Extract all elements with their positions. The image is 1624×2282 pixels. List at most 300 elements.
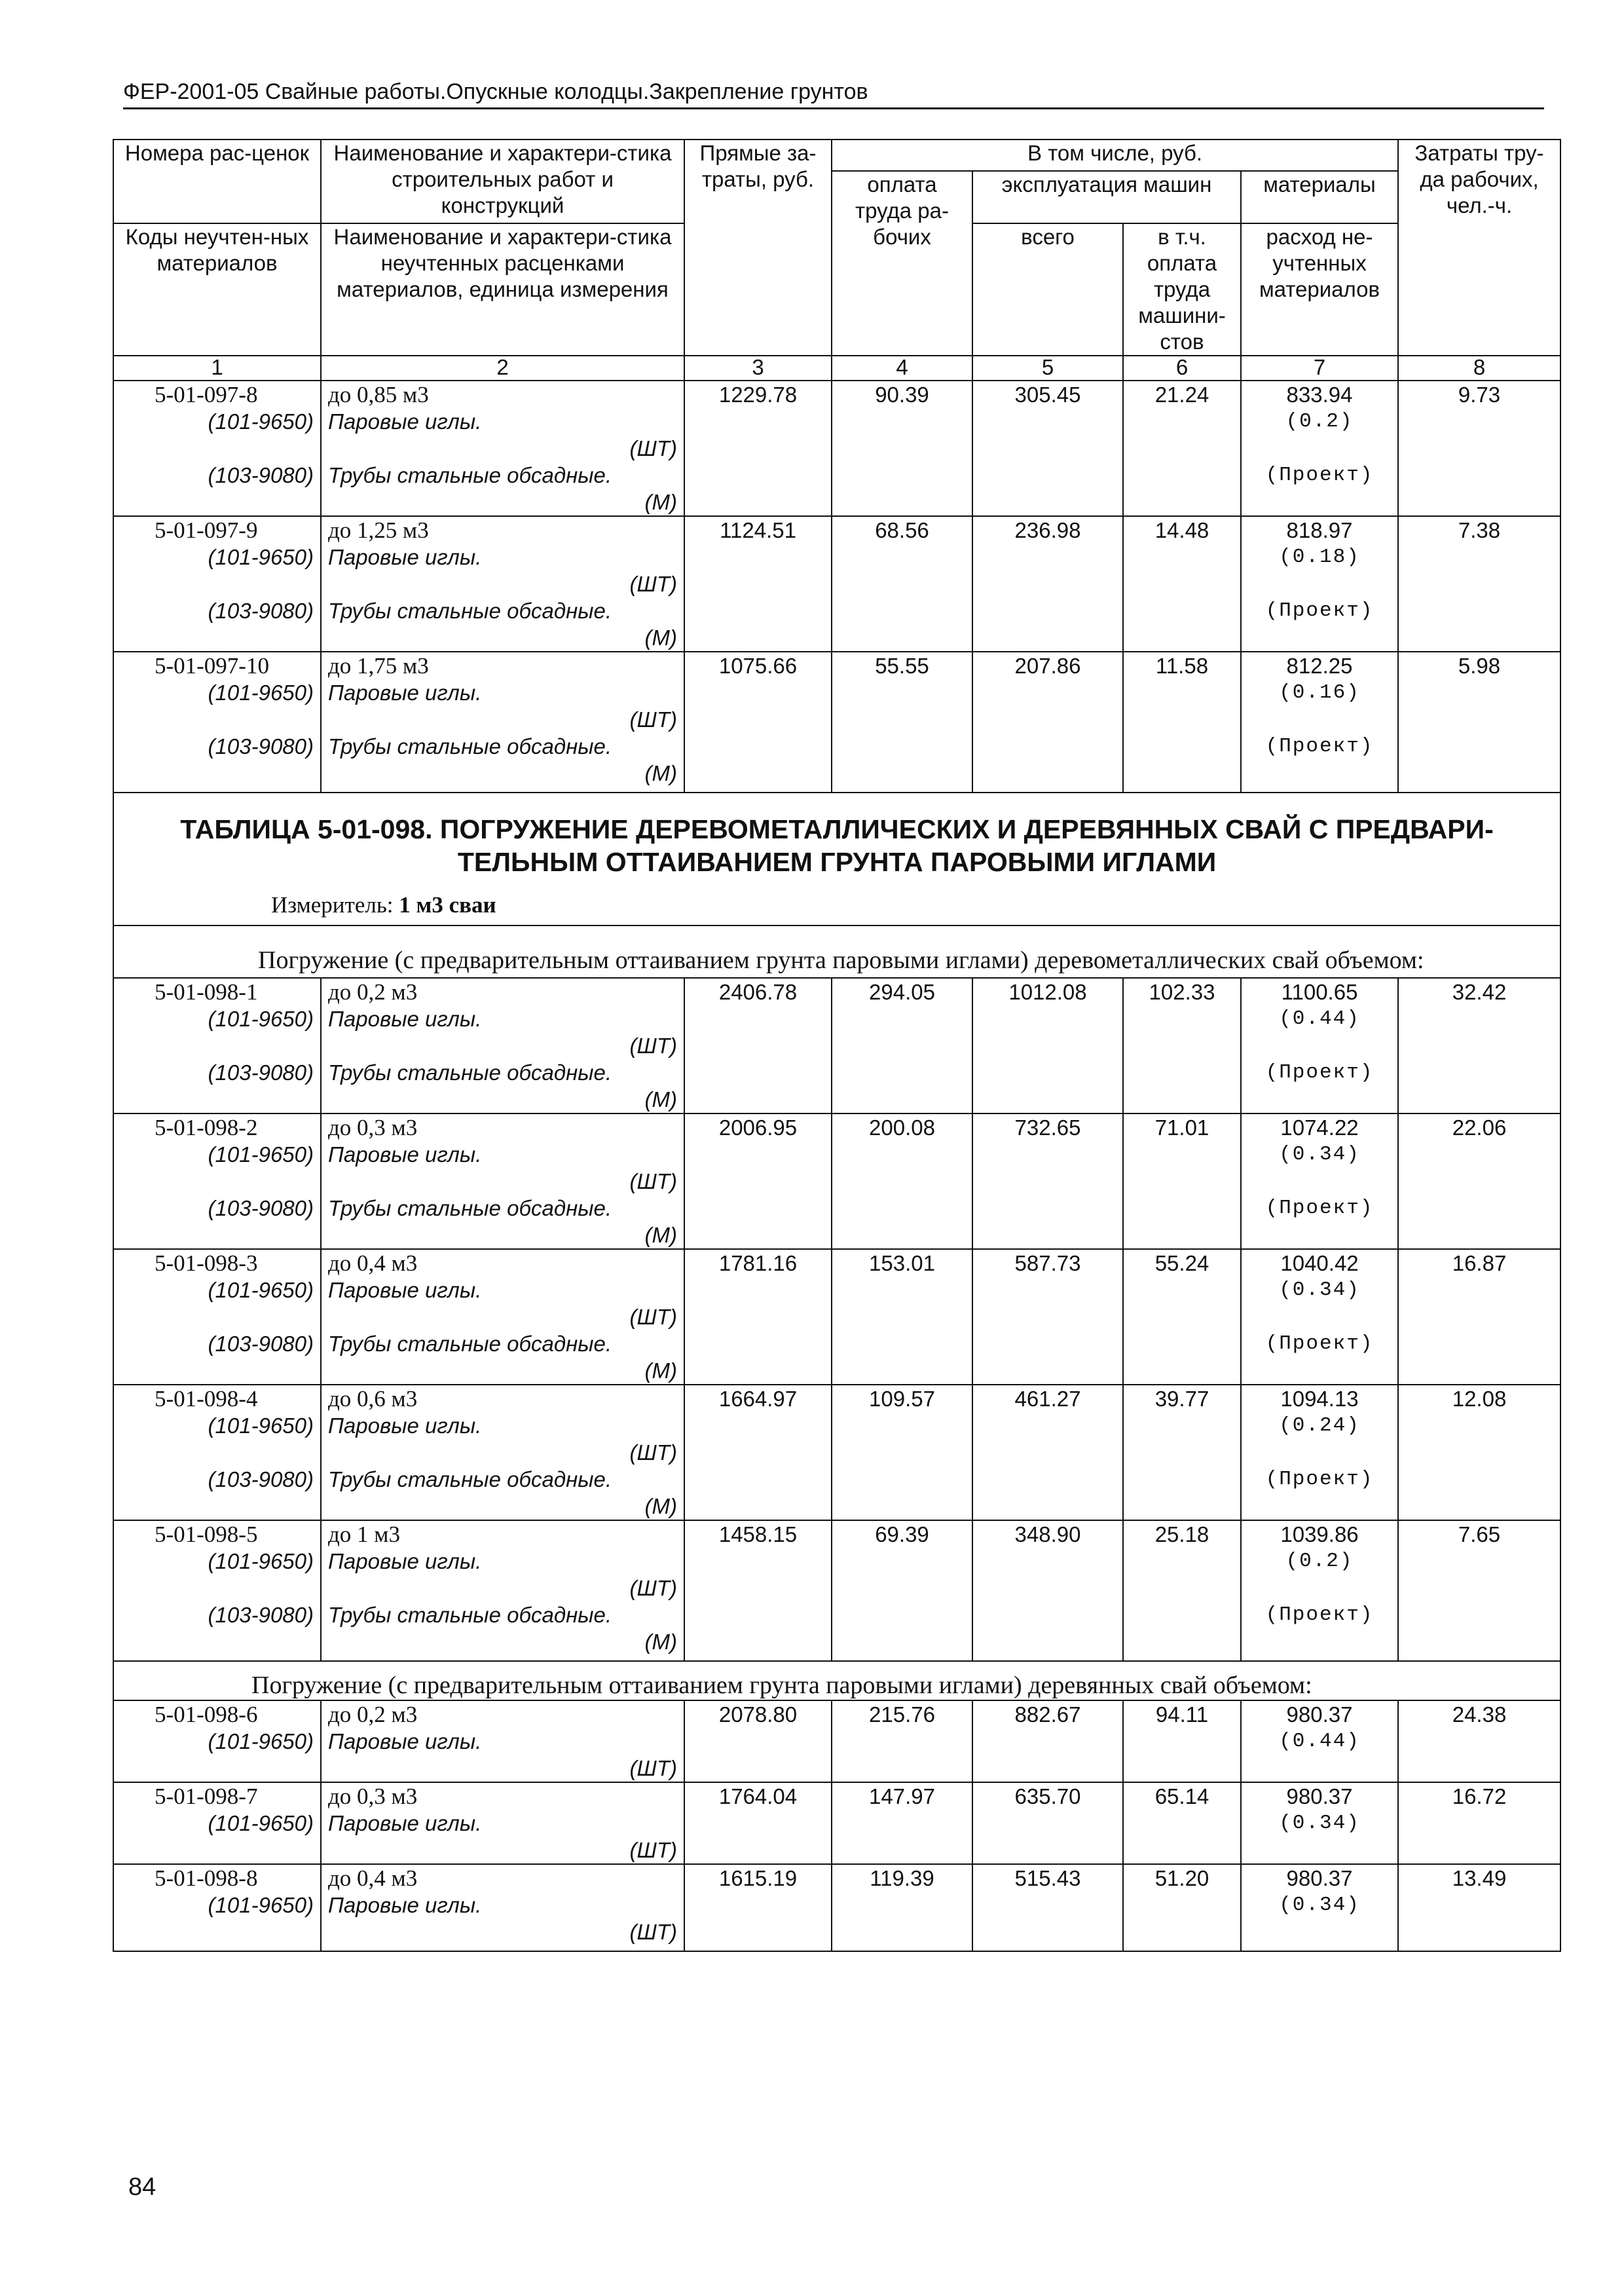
empty-cell xyxy=(684,679,832,733)
empty-cell xyxy=(972,408,1123,462)
materials-cost: 1074.22 xyxy=(1241,1113,1398,1141)
rate-code: 5-01-098-1 xyxy=(113,978,321,1005)
empty-cell xyxy=(1123,1330,1241,1385)
direct-costs: 2078.80 xyxy=(684,1700,832,1728)
direct-costs: 1615.19 xyxy=(684,1864,832,1892)
material-row xyxy=(113,408,1560,462)
empty-cell xyxy=(1123,679,1241,733)
material-row xyxy=(113,597,1560,652)
material-code: (101-9650) xyxy=(113,1548,321,1601)
material-amount: (0.2) xyxy=(1241,408,1398,462)
material-row xyxy=(113,1059,1560,1113)
work-name: до 0,2 м3 xyxy=(321,978,684,1005)
material-name-text: Паровые иглы. xyxy=(328,1142,482,1167)
labor-hours: 16.87 xyxy=(1398,1249,1560,1277)
material-unit: (М) xyxy=(644,1223,677,1247)
materials-cost: 1094.13 xyxy=(1241,1385,1398,1412)
material-name-text: Паровые иглы. xyxy=(328,1893,482,1917)
material-unit: (М) xyxy=(644,1087,677,1112)
material-unit: (ШТ) xyxy=(629,707,677,732)
empty-cell xyxy=(832,787,972,793)
machines-total: 348.90 xyxy=(972,1520,1123,1548)
material-code: (103-9080) xyxy=(113,1195,321,1249)
header-labor-hours: Затраты тру-да рабочих, чел.-ч. xyxy=(1398,140,1560,356)
machinist-pay: 39.77 xyxy=(1123,1385,1241,1412)
material-name xyxy=(321,1466,684,1520)
empty-cell xyxy=(832,1141,972,1195)
material-name xyxy=(321,597,684,652)
work-name: до 0,4 м3 xyxy=(321,1249,684,1277)
material-amount: (0.34) xyxy=(1241,1141,1398,1195)
table-row xyxy=(113,1864,1560,1892)
empty-cell xyxy=(1123,1059,1241,1113)
column-number: 3 xyxy=(684,356,832,381)
work-name: до 0,4 м3 xyxy=(321,1864,684,1892)
empty-cell xyxy=(972,597,1123,652)
labor-hours: 9.73 xyxy=(1398,381,1560,408)
empty-cell xyxy=(684,1655,832,1661)
work-name: до 1,75 м3 xyxy=(321,652,684,679)
subheading-wood-piles: Погружение (с предварительным оттаиванием грунта паровыми иглами) деревянных свай объемом: xyxy=(113,1661,1560,1700)
material-name-text: Трубы стальные обсадные. xyxy=(328,1196,612,1220)
empty-cell xyxy=(684,462,832,516)
empty-cell xyxy=(1398,1005,1560,1059)
machines-total: 587.73 xyxy=(972,1249,1123,1277)
material-amount: (Проект) xyxy=(1241,733,1398,787)
labor-hours: 13.49 xyxy=(1398,1864,1560,1892)
empty-cell xyxy=(1398,462,1560,516)
empty-cell xyxy=(684,787,832,793)
empty-cell xyxy=(1123,787,1241,793)
material-row xyxy=(113,1728,1560,1782)
empty-cell xyxy=(832,1892,972,1945)
empty-cell xyxy=(684,1810,832,1864)
empty-cell xyxy=(832,733,972,787)
machinist-pay: 25.18 xyxy=(1123,1520,1241,1548)
material-amount: (0.24) xyxy=(1241,1412,1398,1466)
empty-cell xyxy=(684,1412,832,1466)
labor-hours: 24.38 xyxy=(1398,1700,1560,1728)
empty-cell xyxy=(1123,1655,1241,1661)
empty-cell xyxy=(1398,1728,1560,1782)
machinist-pay: 51.20 xyxy=(1123,1864,1241,1892)
material-code: (101-9650) xyxy=(113,408,321,462)
material-name xyxy=(321,544,684,597)
worker-pay: 68.56 xyxy=(832,516,972,544)
rate-code: 5-01-097-8 xyxy=(113,381,321,408)
empty-cell xyxy=(684,408,832,462)
work-name: до 0,3 м3 xyxy=(321,1113,684,1141)
running-header: ФЕР-2001-05 Свайные работы.Опускные колодцы.Закрепление грунтов xyxy=(123,77,1544,109)
material-amount: (Проект) xyxy=(1241,1059,1398,1113)
empty-cell xyxy=(1398,1195,1560,1249)
material-unit: (М) xyxy=(644,1494,677,1518)
material-row xyxy=(113,679,1560,733)
material-code: (103-9080) xyxy=(113,462,321,516)
rate-code: 5-01-098-3 xyxy=(113,1249,321,1277)
machines-total: 1012.08 xyxy=(972,978,1123,1005)
empty-cell xyxy=(972,733,1123,787)
material-amount: (Проект) xyxy=(1241,1195,1398,1249)
empty-cell xyxy=(321,1655,684,1661)
material-amount: (0.34) xyxy=(1241,1810,1398,1864)
empty-cell xyxy=(684,1195,832,1249)
empty-cell xyxy=(1398,733,1560,787)
empty-cell xyxy=(972,1548,1123,1601)
machinist-pay: 21.24 xyxy=(1123,381,1241,408)
material-name xyxy=(321,1601,684,1655)
work-name: до 0,3 м3 xyxy=(321,1782,684,1810)
material-code: (103-9080) xyxy=(113,1059,321,1113)
material-row xyxy=(113,1412,1560,1466)
empty-cell xyxy=(972,787,1123,793)
table-098-title-block xyxy=(113,793,1560,978)
labor-hours: 12.08 xyxy=(1398,1385,1560,1412)
material-unit: (М) xyxy=(644,761,677,785)
empty-cell xyxy=(972,1195,1123,1249)
material-amount: (Проект) xyxy=(1241,1330,1398,1385)
material-unit: (М) xyxy=(644,626,677,650)
empty-cell xyxy=(972,1655,1123,1661)
worker-pay: 69.39 xyxy=(832,1520,972,1548)
empty-cell xyxy=(972,1601,1123,1655)
material-code: (101-9650) xyxy=(113,1728,321,1782)
direct-costs: 1781.16 xyxy=(684,1249,832,1277)
material-amount: (0.34) xyxy=(1241,1892,1398,1945)
column-number: 2 xyxy=(321,356,684,381)
work-name: до 0,2 м3 xyxy=(321,1700,684,1728)
empty-cell xyxy=(1123,597,1241,652)
empty-cell xyxy=(972,1945,1123,1951)
material-amount: (0.44) xyxy=(1241,1728,1398,1782)
material-unit: (ШТ) xyxy=(629,1576,677,1600)
rows-098-wood xyxy=(113,1700,1560,1951)
material-unit: (ШТ) xyxy=(629,1034,677,1058)
empty-cell xyxy=(972,1277,1123,1330)
empty-cell xyxy=(832,1330,972,1385)
empty-cell xyxy=(113,1945,321,1951)
material-amount: (Проект) xyxy=(1241,462,1398,516)
empty-cell xyxy=(1123,544,1241,597)
material-code: (101-9650) xyxy=(113,1892,321,1945)
material-unit: (ШТ) xyxy=(629,1305,677,1329)
rows-098-metal xyxy=(113,978,1560,1661)
worker-pay: 294.05 xyxy=(832,978,972,1005)
rate-code: 5-01-098-8 xyxy=(113,1864,321,1892)
empty-cell xyxy=(1123,1412,1241,1466)
header-unaccounted-codes: Коды неучтен-ных материалов xyxy=(113,223,321,356)
material-unit: (ШТ) xyxy=(629,1920,677,1944)
empty-cell xyxy=(1123,1728,1241,1782)
materials-cost: 1040.42 xyxy=(1241,1249,1398,1277)
material-row xyxy=(113,544,1560,597)
material-name-text: Паровые иглы. xyxy=(328,1007,482,1031)
material-name xyxy=(321,1277,684,1330)
rate-code: 5-01-098-6 xyxy=(113,1700,321,1728)
empty-cell xyxy=(832,679,972,733)
column-numbers-row xyxy=(113,356,1560,381)
table-row xyxy=(113,1249,1560,1277)
material-unit: (ШТ) xyxy=(629,1756,677,1780)
materials-cost: 980.37 xyxy=(1241,1864,1398,1892)
page-number: 84 xyxy=(128,2173,157,2201)
empty-cell xyxy=(1123,1945,1241,1951)
rate-code: 5-01-098-4 xyxy=(113,1385,321,1412)
empty-cell xyxy=(1123,1141,1241,1195)
material-code: (103-9080) xyxy=(113,1601,321,1655)
empty-cell xyxy=(1398,1655,1560,1661)
table-header xyxy=(113,140,1560,381)
materials-cost: 1039.86 xyxy=(1241,1520,1398,1548)
empty-cell xyxy=(1123,733,1241,787)
empty-cell xyxy=(972,1412,1123,1466)
direct-costs: 1124.51 xyxy=(684,516,832,544)
empty-cell xyxy=(684,597,832,652)
material-code: (103-9080) xyxy=(113,1330,321,1385)
material-code: (101-9650) xyxy=(113,1141,321,1195)
work-name: до 0,6 м3 xyxy=(321,1385,684,1412)
materials-cost: 980.37 xyxy=(1241,1700,1398,1728)
empty-cell xyxy=(1123,1277,1241,1330)
labor-hours: 5.98 xyxy=(1398,652,1560,679)
header-machines-group: эксплуатация машин xyxy=(972,171,1241,223)
rate-code: 5-01-097-9 xyxy=(113,516,321,544)
empty-cell xyxy=(684,1728,832,1782)
empty-cell xyxy=(972,1330,1123,1385)
worker-pay: 153.01 xyxy=(832,1249,972,1277)
direct-costs: 2006.95 xyxy=(684,1113,832,1141)
empty-cell xyxy=(1398,408,1560,462)
empty-cell xyxy=(832,462,972,516)
material-name xyxy=(321,1059,684,1113)
material-amount: (0.16) xyxy=(1241,679,1398,733)
table-row xyxy=(113,381,1560,408)
empty-cell xyxy=(684,1466,832,1520)
table-row xyxy=(113,1782,1560,1810)
labor-hours: 32.42 xyxy=(1398,978,1560,1005)
material-amount: (Проект) xyxy=(1241,1466,1398,1520)
materials-cost: 1100.65 xyxy=(1241,978,1398,1005)
material-name-text: Трубы стальные обсадные. xyxy=(328,599,612,623)
column-number: 6 xyxy=(1123,356,1241,381)
header-worker-pay: оплата труда ра-бочих xyxy=(832,171,972,356)
empty-cell xyxy=(1123,1466,1241,1520)
header-including-group: В том числе, руб. xyxy=(832,140,1398,171)
material-row xyxy=(113,1141,1560,1195)
material-name-text: Трубы стальные обсадные. xyxy=(328,1603,612,1627)
empty-cell xyxy=(972,544,1123,597)
material-row xyxy=(113,1810,1560,1864)
rate-code: 5-01-097-10 xyxy=(113,652,321,679)
empty-cell xyxy=(1398,1810,1560,1864)
header-machines-total: всего xyxy=(972,223,1123,356)
worker-pay: 55.55 xyxy=(832,652,972,679)
empty-cell xyxy=(684,1059,832,1113)
empty-cell xyxy=(1398,1601,1560,1655)
empty-cell xyxy=(832,1548,972,1601)
material-name xyxy=(321,1141,684,1195)
header-rate-numbers: Номера рас-ценок xyxy=(113,140,321,223)
empty-cell xyxy=(684,1601,832,1655)
materials-cost: 980.37 xyxy=(1241,1782,1398,1810)
table-row xyxy=(113,1700,1560,1728)
material-amount: (0.44) xyxy=(1241,1005,1398,1059)
direct-costs: 1458.15 xyxy=(684,1520,832,1548)
machinist-pay: 14.48 xyxy=(1123,516,1241,544)
material-row xyxy=(113,462,1560,516)
rates-table xyxy=(113,139,1561,1952)
worker-pay: 200.08 xyxy=(832,1113,972,1141)
empty-cell xyxy=(832,1059,972,1113)
labor-hours: 16.72 xyxy=(1398,1782,1560,1810)
empty-cell xyxy=(684,1892,832,1945)
material-name-text: Паровые иглы. xyxy=(328,545,482,569)
empty-cell xyxy=(1398,787,1560,793)
material-name xyxy=(321,408,684,462)
material-row xyxy=(113,1277,1560,1330)
machinist-pay: 55.24 xyxy=(1123,1249,1241,1277)
material-unit: (М) xyxy=(644,1358,677,1383)
labor-hours: 22.06 xyxy=(1398,1113,1560,1141)
empty-cell xyxy=(684,1277,832,1330)
rate-code: 5-01-098-7 xyxy=(113,1782,321,1810)
material-name xyxy=(321,1810,684,1864)
material-unit: (М) xyxy=(644,1630,677,1654)
empty-cell xyxy=(1398,1945,1560,1951)
material-unit: (ШТ) xyxy=(629,572,677,596)
rate-code: 5-01-098-2 xyxy=(113,1113,321,1141)
subheading-metal-piles: Погружение (с предварительным оттаиванием грунта паровыми иглами) деревометаллических свай объемом: xyxy=(113,926,1560,978)
machinist-pay: 11.58 xyxy=(1123,652,1241,679)
header-direct-costs: Прямые за-траты, руб. xyxy=(684,140,832,356)
column-number: 5 xyxy=(972,356,1123,381)
empty-cell xyxy=(832,1728,972,1782)
empty-cell xyxy=(1123,408,1241,462)
direct-costs: 1075.66 xyxy=(684,652,832,679)
table-row xyxy=(113,978,1560,1005)
table-row xyxy=(113,1113,1560,1141)
empty-cell xyxy=(684,1548,832,1601)
machines-total: 207.86 xyxy=(972,652,1123,679)
empty-cell xyxy=(972,1892,1123,1945)
empty-cell xyxy=(1123,1810,1241,1864)
material-row xyxy=(113,1330,1560,1385)
empty-cell xyxy=(684,1330,832,1385)
material-code: (101-9650) xyxy=(113,679,321,733)
material-name xyxy=(321,462,684,516)
direct-costs: 2406.78 xyxy=(684,978,832,1005)
direct-costs: 1229.78 xyxy=(684,381,832,408)
empty-cell xyxy=(1123,1892,1241,1945)
material-code: (101-9650) xyxy=(113,1277,321,1330)
empty-cell xyxy=(972,1059,1123,1113)
machines-total: 515.43 xyxy=(972,1864,1123,1892)
worker-pay: 147.97 xyxy=(832,1782,972,1810)
material-code: (101-9650) xyxy=(113,1810,321,1864)
material-name-text: Трубы стальные обсадные. xyxy=(328,463,612,487)
empty-cell xyxy=(684,1141,832,1195)
work-name: до 1,25 м3 xyxy=(321,516,684,544)
empty-cell xyxy=(321,787,684,793)
column-number: 1 xyxy=(113,356,321,381)
material-name xyxy=(321,1330,684,1385)
material-code: (103-9080) xyxy=(113,1466,321,1520)
machinist-pay: 65.14 xyxy=(1123,1782,1241,1810)
empty-cell xyxy=(972,1728,1123,1782)
worker-pay: 109.57 xyxy=(832,1385,972,1412)
material-row xyxy=(113,1466,1560,1520)
empty-cell xyxy=(1398,1059,1560,1113)
table-title: ТАБЛИЦА 5-01-098. ПОГРУЖЕНИЕ ДЕРЕВОМЕТАЛЛИЧЕСКИХ И ДЕРЕВЯННЫХ СВАЙ С ПРЕДВАРИ-ТЕЛЬНЫМ ОТТАИВАНИЕМ ГРУНТА ПАРОВЫМИ ИГЛАМИ xyxy=(180,814,1494,877)
machines-total: 732.65 xyxy=(972,1113,1123,1141)
empty-cell xyxy=(1398,1141,1560,1195)
direct-costs: 1764.04 xyxy=(684,1782,832,1810)
empty-cell xyxy=(832,1466,972,1520)
material-amount: (Проект) xyxy=(1241,597,1398,652)
empty-cell xyxy=(113,787,321,793)
empty-cell xyxy=(1398,1548,1560,1601)
rate-code: 5-01-098-5 xyxy=(113,1520,321,1548)
empty-cell xyxy=(972,1466,1123,1520)
empty-cell xyxy=(832,1005,972,1059)
material-unit: (ШТ) xyxy=(629,1838,677,1862)
empty-cell xyxy=(1123,462,1241,516)
machinist-pay: 94.11 xyxy=(1123,1700,1241,1728)
measure-line xyxy=(114,882,1560,925)
machines-total: 461.27 xyxy=(972,1385,1123,1412)
material-row xyxy=(113,1892,1560,1945)
material-name-text: Трубы стальные обсадные. xyxy=(328,1332,612,1356)
material-name xyxy=(321,679,684,733)
material-name-text: Паровые иглы. xyxy=(328,1811,482,1835)
material-name xyxy=(321,1195,684,1249)
material-name-text: Трубы стальные обсадные. xyxy=(328,1060,612,1085)
material-code: (103-9080) xyxy=(113,597,321,652)
materials-cost: 833.94 xyxy=(1241,381,1398,408)
rows-097 xyxy=(113,381,1560,793)
empty-cell xyxy=(1123,1548,1241,1601)
header-unaccounted-consumption: расход не-учтенных материалов xyxy=(1241,223,1398,356)
worker-pay: 90.39 xyxy=(832,381,972,408)
material-row xyxy=(113,1005,1560,1059)
empty-cell xyxy=(832,1601,972,1655)
material-row xyxy=(113,1548,1560,1601)
material-name-text: Трубы стальные обсадные. xyxy=(328,734,612,758)
material-name xyxy=(321,1548,684,1601)
materials-cost: 812.25 xyxy=(1241,652,1398,679)
material-name-text: Паровые иглы. xyxy=(328,1278,482,1302)
direct-costs: 1664.97 xyxy=(684,1385,832,1412)
empty-cell xyxy=(832,1277,972,1330)
material-name-text: Трубы стальные обсадные. xyxy=(328,1467,612,1491)
column-number: 7 xyxy=(1241,356,1398,381)
header-unaccounted-materials: Наименование и характери-стика неучтенных расценками материалов, единица измерения xyxy=(321,223,684,356)
empty-cell xyxy=(1398,1330,1560,1385)
empty-cell xyxy=(832,1810,972,1864)
material-unit: (М) xyxy=(644,490,677,514)
material-name xyxy=(321,733,684,787)
empty-cell xyxy=(321,1945,684,1951)
machines-total: 236.98 xyxy=(972,516,1123,544)
worker-pay: 119.39 xyxy=(832,1864,972,1892)
material-amount: (Проект) xyxy=(1241,1601,1398,1655)
column-number: 8 xyxy=(1398,356,1560,381)
material-name xyxy=(321,1892,684,1945)
empty-cell xyxy=(684,733,832,787)
empty-cell xyxy=(1398,597,1560,652)
material-name-text: Паровые иглы. xyxy=(328,1413,482,1438)
machines-total: 305.45 xyxy=(972,381,1123,408)
